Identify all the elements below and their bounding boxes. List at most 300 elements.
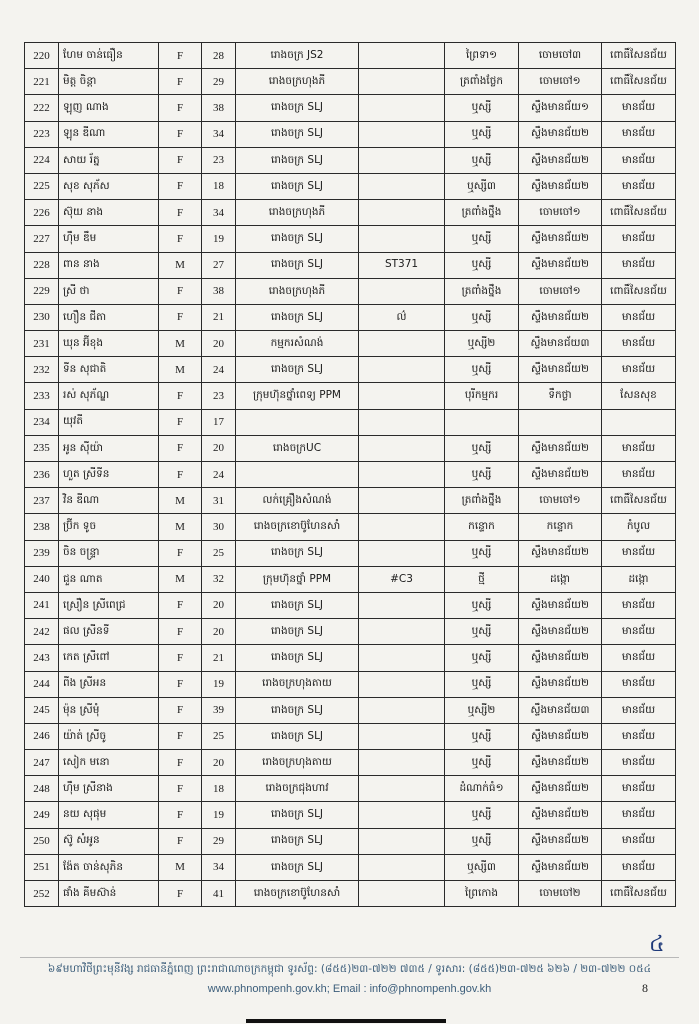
- table-row: [25, 828, 676, 854]
- cell-workplace: រោងចក្រ SLJ: [236, 173, 359, 199]
- cell-age: 34: [202, 121, 236, 147]
- bottom-bar: [246, 1019, 446, 1023]
- cell-commune: ចោមចៅ៣: [519, 43, 602, 69]
- cell-row-number: 223: [25, 121, 59, 147]
- cell-district: មានជ័យ: [602, 121, 676, 147]
- cell-village: ឬស្សី: [445, 121, 519, 147]
- cell-district: សែនសុខ: [602, 383, 676, 409]
- cell-row-number: 242: [25, 619, 59, 645]
- cell-code: [359, 854, 445, 880]
- cell-sex: F: [159, 226, 202, 252]
- cell-district: [602, 409, 676, 435]
- cell-village: ត្រពាំងថ្លែក: [445, 69, 519, 95]
- cell-workplace: រោងចក្រហុងភី: [236, 200, 359, 226]
- cell-village: ឬស្សី: [445, 645, 519, 671]
- cell-workplace: រោងចក្រ JS2: [236, 43, 359, 69]
- cell-village: ឬស្សី: [445, 750, 519, 776]
- cell-row-number: 243: [25, 645, 59, 671]
- table-row: [25, 514, 676, 540]
- cell-code: [359, 383, 445, 409]
- cell-sex: F: [159, 645, 202, 671]
- cell-row-number: 251: [25, 854, 59, 880]
- cell-village: ឬស្សី: [445, 619, 519, 645]
- cell-sex: F: [159, 540, 202, 566]
- cell-workplace: រោងចក្រ SLJ: [236, 95, 359, 121]
- cell-age: 19: [202, 802, 236, 828]
- cell-age: 25: [202, 723, 236, 749]
- cell-sex: F: [159, 304, 202, 330]
- cell-name: ប្រ៊ីក ទូច: [59, 514, 159, 540]
- cell-age: 38: [202, 95, 236, 121]
- cell-code: [359, 776, 445, 802]
- patient-table-container: [24, 42, 675, 907]
- cell-commune: ស្ទឹងមានជ័យ២: [519, 435, 602, 461]
- cell-row-number: 246: [25, 723, 59, 749]
- table-row: [25, 95, 676, 121]
- cell-name: ផល ស្រីនទី: [59, 619, 159, 645]
- cell-village: ត្រពាំងថ្នឹង: [445, 200, 519, 226]
- cell-name: ម៉ុន ស្រីមុំ: [59, 697, 159, 723]
- cell-workplace: កម្មករសំណង់: [236, 331, 359, 357]
- cell-sex: F: [159, 383, 202, 409]
- cell-commune: ស្ទឹងមានជ័យ២: [519, 828, 602, 854]
- cell-age: 31: [202, 488, 236, 514]
- cell-row-number: 234: [25, 409, 59, 435]
- cell-age: 19: [202, 671, 236, 697]
- cell-village: ដំណាក់ធំ១: [445, 776, 519, 802]
- cell-village: ឬស្សី: [445, 592, 519, 618]
- cell-sex: F: [159, 278, 202, 304]
- cell-age: 18: [202, 173, 236, 199]
- footer-address: ៦៩មហាវិថីព្រះមុនីវង្ស រាជធានីភ្នំពេញ ព្រះរាជាណាចក្រកម្ពុជា ទូរស័ព្ទ: (៨៥៥)២៣-៧២២ ៧៣៥ / ទូរសារ: (៨៥៥)២៣-៧២៥ ៦២៦ / ២៣-៧២២ ០៥៤: [47, 963, 652, 975]
- cell-commune: ស្ទឹងមានជ័យ៣: [519, 331, 602, 357]
- cell-workplace: ក្រុមហ៊ុនថ្នាំ PPM: [236, 566, 359, 592]
- cell-village: ឬស្សី២: [445, 697, 519, 723]
- table-row: [25, 697, 676, 723]
- cell-sex: F: [159, 95, 202, 121]
- cell-village: កន្ទោក: [445, 514, 519, 540]
- table-row: [25, 226, 676, 252]
- cell-village: ឬស្សី: [445, 304, 519, 330]
- cell-name: នយ សុផុម: [59, 802, 159, 828]
- cell-sex: M: [159, 331, 202, 357]
- cell-village: ឬស្សី: [445, 540, 519, 566]
- cell-code: [359, 592, 445, 618]
- cell-age: 34: [202, 854, 236, 880]
- cell-name: វិន ឌីណា: [59, 488, 159, 514]
- cell-age: 20: [202, 331, 236, 357]
- cell-age: 23: [202, 147, 236, 173]
- cell-workplace: រោងចក្រហុងភី: [236, 69, 359, 95]
- cell-sex: F: [159, 592, 202, 618]
- table-row: [25, 881, 676, 907]
- cell-row-number: 228: [25, 252, 59, 278]
- table-row: [25, 69, 676, 95]
- cell-code: [359, 69, 445, 95]
- cell-sex: F: [159, 750, 202, 776]
- cell-workplace: រោងចក្រហុងភី: [236, 278, 359, 304]
- cell-commune: ស្ទឹងមានជ័យ២: [519, 854, 602, 880]
- table-row: [25, 619, 676, 645]
- patient-table: [24, 42, 676, 907]
- cell-workplace: លក់គ្រឿងសំណង់: [236, 488, 359, 514]
- cell-sex: F: [159, 69, 202, 95]
- cell-workplace: រោងចក្រ SLJ: [236, 619, 359, 645]
- cell-code: [359, 95, 445, 121]
- cell-village: បុរីកម្មករ: [445, 383, 519, 409]
- cell-commune: [519, 409, 602, 435]
- cell-age: 41: [202, 881, 236, 907]
- cell-commune: ស្ទឹងមានជ័យ២: [519, 750, 602, 776]
- cell-workplace: រោងចក្រ SLJ: [236, 540, 359, 566]
- cell-sex: M: [159, 252, 202, 278]
- cell-village: ឬស្សី: [445, 828, 519, 854]
- cell-name: ឡុន ឌីណា: [59, 121, 159, 147]
- cell-age: 19: [202, 226, 236, 252]
- cell-village: ឬស្សី: [445, 802, 519, 828]
- table-row: [25, 488, 676, 514]
- cell-row-number: 222: [25, 95, 59, 121]
- table-row: [25, 121, 676, 147]
- cell-age: 24: [202, 357, 236, 383]
- table-row: [25, 43, 676, 69]
- cell-code: [359, 200, 445, 226]
- cell-sex: F: [159, 828, 202, 854]
- cell-village: ឬស្សី: [445, 357, 519, 383]
- cell-code: [359, 619, 445, 645]
- cell-row-number: 249: [25, 802, 59, 828]
- cell-name: ពាន នាង: [59, 252, 159, 278]
- table-row: [25, 645, 676, 671]
- cell-village: [445, 409, 519, 435]
- cell-village: ឬស្សី: [445, 435, 519, 461]
- cell-workplace: ក្រុមហ៊ុនថ្នាំពេទ្យ PPM: [236, 383, 359, 409]
- table-row: [25, 409, 676, 435]
- cell-age: 17: [202, 409, 236, 435]
- cell-district: មានជ័យ: [602, 173, 676, 199]
- cell-name: សាយ រ័ត្ន: [59, 147, 159, 173]
- cell-sex: F: [159, 409, 202, 435]
- cell-age: 30: [202, 514, 236, 540]
- cell-name: ផាំង គីមស៊ាន់: [59, 881, 159, 907]
- cell-code: [359, 462, 445, 488]
- cell-row-number: 250: [25, 828, 59, 854]
- cell-workplace: [236, 462, 359, 488]
- cell-age: 20: [202, 592, 236, 618]
- cell-commune: ស្ទឹងមានជ័យ២: [519, 226, 602, 252]
- cell-workplace: រោងចក្រ SLJ: [236, 828, 359, 854]
- cell-age: 20: [202, 619, 236, 645]
- cell-code: [359, 750, 445, 776]
- cell-workplace: រោងចក្រ SLJ: [236, 147, 359, 173]
- cell-sex: F: [159, 671, 202, 697]
- table-row: [25, 200, 676, 226]
- cell-commune: ស្ទឹងមានជ័យ២: [519, 619, 602, 645]
- cell-workplace: រោងចក្រខោប៊ូហែនសាំ: [236, 514, 359, 540]
- table-row: [25, 331, 676, 357]
- cell-commune: ស្ទឹងមានជ័យ២: [519, 592, 602, 618]
- cell-sex: F: [159, 802, 202, 828]
- cell-code: [359, 357, 445, 383]
- page-number: 8: [642, 981, 648, 995]
- cell-code: [359, 802, 445, 828]
- cell-code: [359, 671, 445, 697]
- cell-village: ព្រៃទា១: [445, 43, 519, 69]
- cell-row-number: 225: [25, 173, 59, 199]
- cell-commune: ស្ទឹងមានជ័យ២: [519, 540, 602, 566]
- cell-name: ហ៊ឹម ស្រីនាង: [59, 776, 159, 802]
- cell-row-number: 235: [25, 435, 59, 461]
- cell-row-number: 232: [25, 357, 59, 383]
- cell-district: មានជ័យ: [602, 750, 676, 776]
- cell-code: [359, 435, 445, 461]
- cell-sex: M: [159, 514, 202, 540]
- cell-village: ឬស្សី: [445, 462, 519, 488]
- cell-age: 27: [202, 252, 236, 278]
- cell-name: ពីង ស្រីអន: [59, 671, 159, 697]
- cell-code: [359, 723, 445, 749]
- cell-row-number: 221: [25, 69, 59, 95]
- table-row: [25, 776, 676, 802]
- cell-name: ង៉ែត ចាន់សុភិន: [59, 854, 159, 880]
- cell-workplace: រោងចក្រ SLJ: [236, 592, 359, 618]
- cell-name: ស្រឿន ស្រីពេជ្រ: [59, 592, 159, 618]
- cell-district: មានជ័យ: [602, 226, 676, 252]
- cell-commune: ចោមចៅ២: [519, 881, 602, 907]
- cell-workplace: រោងចក្រ SLJ: [236, 226, 359, 252]
- cell-district: មានជ័យ: [602, 95, 676, 121]
- cell-district: មានជ័យ: [602, 331, 676, 357]
- cell-commune: ស្ទឹងមានជ័យ២: [519, 645, 602, 671]
- cell-sex: M: [159, 854, 202, 880]
- cell-workplace: [236, 409, 359, 435]
- cell-village: ឬស្សី: [445, 671, 519, 697]
- cell-workplace: រោងចក្រ SLJ: [236, 121, 359, 147]
- cell-commune: ស្ទឹងមានជ័យ២: [519, 357, 602, 383]
- cell-row-number: 248: [25, 776, 59, 802]
- cell-district: មានជ័យ: [602, 462, 676, 488]
- cell-workplace: រោងចក្រហុងតាយ: [236, 750, 359, 776]
- table-row: [25, 462, 676, 488]
- cell-workplace: រោងចក្រជុងហាវ: [236, 776, 359, 802]
- cell-workplace: រោងចក្រ SLJ: [236, 854, 359, 880]
- cell-sex: F: [159, 723, 202, 749]
- table-row: [25, 357, 676, 383]
- cell-age: 18: [202, 776, 236, 802]
- cell-sex: F: [159, 435, 202, 461]
- table-row: [25, 304, 676, 330]
- cell-district: ពោធិ៍សែនជ័យ: [602, 69, 676, 95]
- cell-row-number: 224: [25, 147, 59, 173]
- cell-district: មានជ័យ: [602, 252, 676, 278]
- cell-age: 24: [202, 462, 236, 488]
- cell-age: 32: [202, 566, 236, 592]
- cell-commune: ទឹកថ្លា: [519, 383, 602, 409]
- cell-workplace: រោងចក្រ SLJ: [236, 252, 359, 278]
- cell-commune: ស្ទឹងមានជ័យ១: [519, 95, 602, 121]
- cell-age: 28: [202, 43, 236, 69]
- cell-sex: F: [159, 43, 202, 69]
- cell-village: ឬស្សី៣: [445, 173, 519, 199]
- cell-row-number: 230: [25, 304, 59, 330]
- cell-row-number: 240: [25, 566, 59, 592]
- cell-commune: ស្ទឹងមានជ័យ២: [519, 252, 602, 278]
- cell-sex: F: [159, 173, 202, 199]
- table-row: [25, 540, 676, 566]
- cell-commune: ចោមចៅ១: [519, 69, 602, 95]
- cell-name: ហែម ចាន់ធឿន: [59, 43, 159, 69]
- cell-age: 21: [202, 304, 236, 330]
- cell-name: ស៊ុយ នាង: [59, 200, 159, 226]
- cell-workplace: រោងចក្រ SLJ: [236, 802, 359, 828]
- cell-district: មានជ័យ: [602, 854, 676, 880]
- cell-commune: ស្ទឹងមានជ័យ២: [519, 121, 602, 147]
- cell-commune: ចោមចៅ១: [519, 278, 602, 304]
- cell-commune: ស្ទឹងមានជ័យ២: [519, 802, 602, 828]
- cell-village: ឬស្សី២: [445, 331, 519, 357]
- cell-row-number: 227: [25, 226, 59, 252]
- cell-district: ពោធិ៍សែនជ័យ: [602, 43, 676, 69]
- cell-row-number: 237: [25, 488, 59, 514]
- handwritten-mark: ៤: [649, 932, 665, 957]
- cell-name: យ៉ាត់ ស្រីចូ: [59, 723, 159, 749]
- cell-sex: F: [159, 619, 202, 645]
- cell-district: ពោធិ៍សែនជ័យ: [602, 488, 676, 514]
- cell-district: កំបូល: [602, 514, 676, 540]
- table-row: [25, 566, 676, 592]
- table-row: [25, 383, 676, 409]
- cell-row-number: 220: [25, 43, 59, 69]
- cell-village: ថ្មី: [445, 566, 519, 592]
- cell-code: [359, 173, 445, 199]
- cell-sex: F: [159, 697, 202, 723]
- cell-commune: ស្ទឹងមានជ័យ៣: [519, 697, 602, 723]
- cell-name: មិត្ត ចិន្តា: [59, 69, 159, 95]
- cell-commune: ស្ទឹងមានជ័យ២: [519, 723, 602, 749]
- cell-name: យុវតី: [59, 409, 159, 435]
- cell-name: រស់ សុភ័ណ្ឌ: [59, 383, 159, 409]
- cell-commune: ដង្កោ: [519, 566, 602, 592]
- cell-sex: F: [159, 147, 202, 173]
- cell-district: មានជ័យ: [602, 723, 676, 749]
- cell-village: ឬស្សី: [445, 252, 519, 278]
- cell-district: មានជ័យ: [602, 304, 676, 330]
- cell-age: 21: [202, 645, 236, 671]
- cell-sex: F: [159, 121, 202, 147]
- cell-village: ព្រៃកោង: [445, 881, 519, 907]
- cell-row-number: 229: [25, 278, 59, 304]
- cell-village: ឬស្សី: [445, 226, 519, 252]
- cell-workplace: រោងចក្រខោប៊ូហែនសាំ: [236, 881, 359, 907]
- cell-code: [359, 147, 445, 173]
- cell-name: ហួត ស្រីទីន: [59, 462, 159, 488]
- cell-row-number: 247: [25, 750, 59, 776]
- cell-code: [359, 121, 445, 147]
- cell-workplace: រោងចក្រ SLJ: [236, 357, 359, 383]
- cell-name: ហឿន ជីតា: [59, 304, 159, 330]
- cell-code: [359, 226, 445, 252]
- cell-district: មានជ័យ: [602, 828, 676, 854]
- cell-district: ដង្កោ: [602, 566, 676, 592]
- cell-district: មានជ័យ: [602, 776, 676, 802]
- cell-name: សុខ សុភ័ស: [59, 173, 159, 199]
- cell-workplace: រោងចក្រUC: [236, 435, 359, 461]
- cell-commune: ចោមចៅ១: [519, 488, 602, 514]
- cell-age: 23: [202, 383, 236, 409]
- cell-row-number: 245: [25, 697, 59, 723]
- cell-commune: ស្ទឹងមានជ័យ២: [519, 671, 602, 697]
- cell-village: ឬស្សី: [445, 95, 519, 121]
- table-row: [25, 802, 676, 828]
- cell-row-number: 236: [25, 462, 59, 488]
- cell-code: [359, 881, 445, 907]
- cell-age: 34: [202, 200, 236, 226]
- cell-commune: ចោមចៅ១: [519, 200, 602, 226]
- cell-district: មានជ័យ: [602, 645, 676, 671]
- table-row: [25, 671, 676, 697]
- cell-age: 29: [202, 828, 236, 854]
- cell-code: [359, 828, 445, 854]
- cell-row-number: 233: [25, 383, 59, 409]
- cell-code: #C3: [359, 566, 445, 592]
- cell-name: ទីន សុជាតិ: [59, 357, 159, 383]
- cell-name: ជួន ណាត: [59, 566, 159, 592]
- table-row: [25, 854, 676, 880]
- cell-district: មានជ័យ: [602, 802, 676, 828]
- cell-district: មានជ័យ: [602, 435, 676, 461]
- cell-row-number: 252: [25, 881, 59, 907]
- cell-district: មានជ័យ: [602, 540, 676, 566]
- cell-district: មានជ័យ: [602, 671, 676, 697]
- table-row: [25, 278, 676, 304]
- cell-district: មានជ័យ: [602, 357, 676, 383]
- cell-row-number: 226: [25, 200, 59, 226]
- cell-age: 25: [202, 540, 236, 566]
- table-row: [25, 147, 676, 173]
- cell-age: 20: [202, 750, 236, 776]
- cell-commune: កន្ទោក: [519, 514, 602, 540]
- cell-commune: ស្ទឹងមានជ័យ២: [519, 147, 602, 173]
- cell-village: ឬស្សី: [445, 723, 519, 749]
- cell-district: មានជ័យ: [602, 592, 676, 618]
- cell-name: សៀក មនោ: [59, 750, 159, 776]
- table-body: [25, 43, 676, 907]
- cell-sex: F: [159, 462, 202, 488]
- cell-village: ត្រពាំងថ្នឹង: [445, 278, 519, 304]
- cell-age: 38: [202, 278, 236, 304]
- cell-village: ត្រពាំងថ្នឹង: [445, 488, 519, 514]
- cell-sex: F: [159, 776, 202, 802]
- cell-name: អូន ស៊ីយ៉ា: [59, 435, 159, 461]
- cell-code: ST371: [359, 252, 445, 278]
- cell-code: [359, 43, 445, 69]
- cell-code: [359, 278, 445, 304]
- cell-age: 39: [202, 697, 236, 723]
- footer-contact: www.phnompenh.gov.kh; Email : info@phnompenh.gov.kh: [207, 983, 492, 995]
- cell-sex: F: [159, 200, 202, 226]
- cell-district: ពោធិ៍សែនជ័យ: [602, 278, 676, 304]
- cell-code: [359, 488, 445, 514]
- table-row: [25, 435, 676, 461]
- cell-code: ល៌: [359, 304, 445, 330]
- cell-row-number: 244: [25, 671, 59, 697]
- cell-sex: M: [159, 357, 202, 383]
- cell-workplace: រោងចក្រ SLJ: [236, 697, 359, 723]
- cell-commune: ស្ទឹងមានជ័យ២: [519, 304, 602, 330]
- cell-sex: F: [159, 881, 202, 907]
- cell-age: 20: [202, 435, 236, 461]
- cell-row-number: 239: [25, 540, 59, 566]
